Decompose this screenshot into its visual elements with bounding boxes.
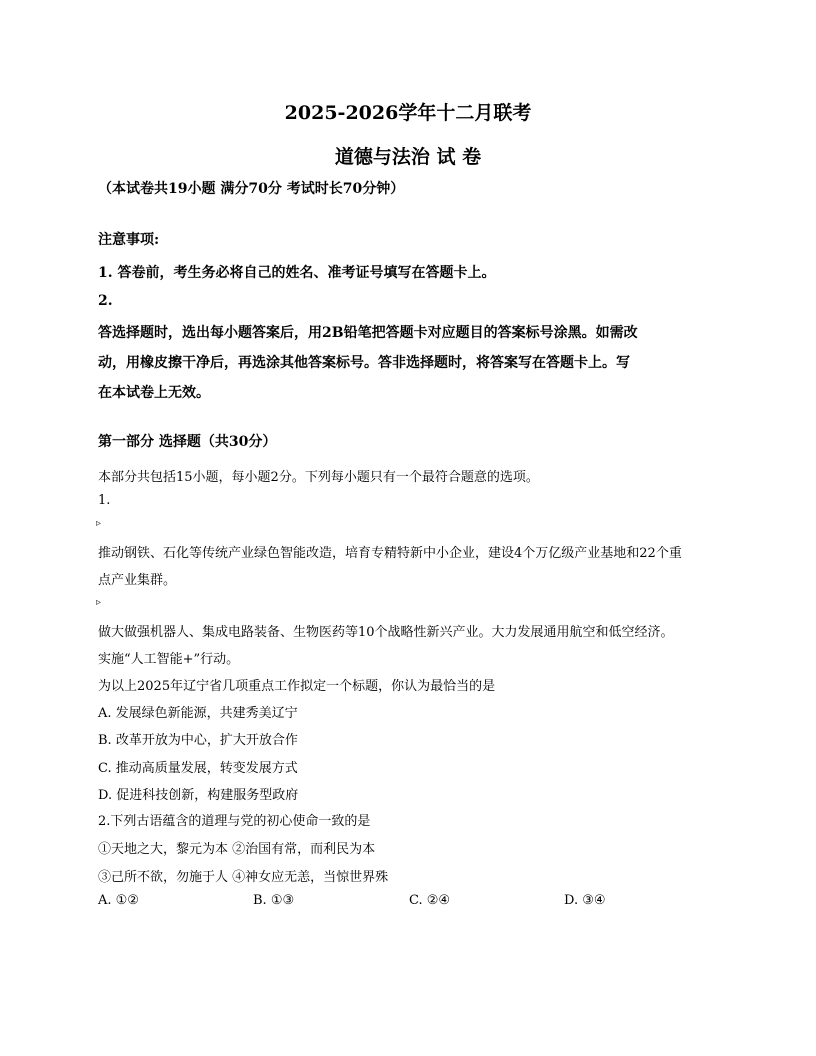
question-2-option-c: C. ②④ (409, 893, 451, 908)
exam-info: （本试卷共19小题 满分70分 考试时长70分钟） (98, 181, 405, 197)
subject-title: 道德与法治 试 卷 (334, 146, 482, 168)
question-2-stem: 2.下列古语蕴含的道理与党的初心使命一致的是 (98, 814, 371, 829)
notice-item-2-line-1: 答选择题时，选出每小题答案后，用2B铅笔把答题卡对应题目的答案标号涂黑。如需改 (98, 325, 638, 341)
question-1-stem: 为以上2025年辽宁省几项重点工作拟定一个标题，你认为最恰当的是 (98, 679, 496, 694)
question-2-option-b: B. ①③ (253, 893, 295, 908)
question-2-statements-line-1: ①天地之大，黎元为本 ②治国有常，而利民为本 (98, 842, 376, 857)
question-1-para-1-line-1: 推动钢铁、石化等传统产业绿色智能改造，培育专精特新中小企业，建设4个万亿级产业基地和22个重 (98, 546, 682, 561)
notice-heading: 注意事项: (98, 232, 160, 248)
question-1-number: 1. (98, 493, 111, 508)
question-1-option-d: D. 促进科技创新，构建服务型政府 (98, 788, 299, 803)
exam-title: 2025-2026学年十二月联考 (284, 102, 532, 124)
question-1-para-2-line-2: 实施“人工智能+”行动。 (98, 652, 240, 667)
question-1-para-2-line-1: 做大做强机器人、集成电路装备、生物医药等10个战略性新兴产业。大力发展通用航空和低空经济。 (98, 625, 674, 640)
question-1-option-a: A. 发展绿色新能源，共建秀美辽宁 (98, 706, 298, 721)
question-2-option-a: A. ①② (98, 893, 139, 908)
notice-item-2-number: 2. (98, 293, 113, 309)
section-heading: 第一部分 选择题（共30分） (98, 434, 277, 450)
notice-item-2-line-3: 在本试卷上无效。 (98, 385, 210, 401)
question-1-option-c: C. 推动高质量发展，转变发展方式 (98, 761, 298, 776)
section-instructions: 本部分共包括15小题，每小题2分。下列每小题只有一个最符合题意的选项。 (98, 470, 539, 485)
question-2-option-d: D. ③④ (564, 893, 606, 908)
question-2-statements-line-2: ③己所不欲，勿施于人 ④神女应无恙，当惊世界殊 (98, 870, 389, 885)
question-1-option-b: B. 改革开放为中心，扩大开放合作 (98, 733, 298, 748)
bullet-triangle-icon: ▹ (96, 597, 102, 608)
question-1-para-1-line-2: 点产业集群。 (98, 573, 177, 588)
bullet-triangle-icon: ▹ (96, 518, 102, 529)
notice-item-1: 1. 答卷前，考生务必将自己的姓名、准考证号填写在答题卡上。 (98, 265, 496, 281)
notice-item-2-line-2: 动，用橡皮擦干净后，再选涂其他答案标号。答非选择题时，将答案写在答题卡上。写 (98, 355, 630, 371)
